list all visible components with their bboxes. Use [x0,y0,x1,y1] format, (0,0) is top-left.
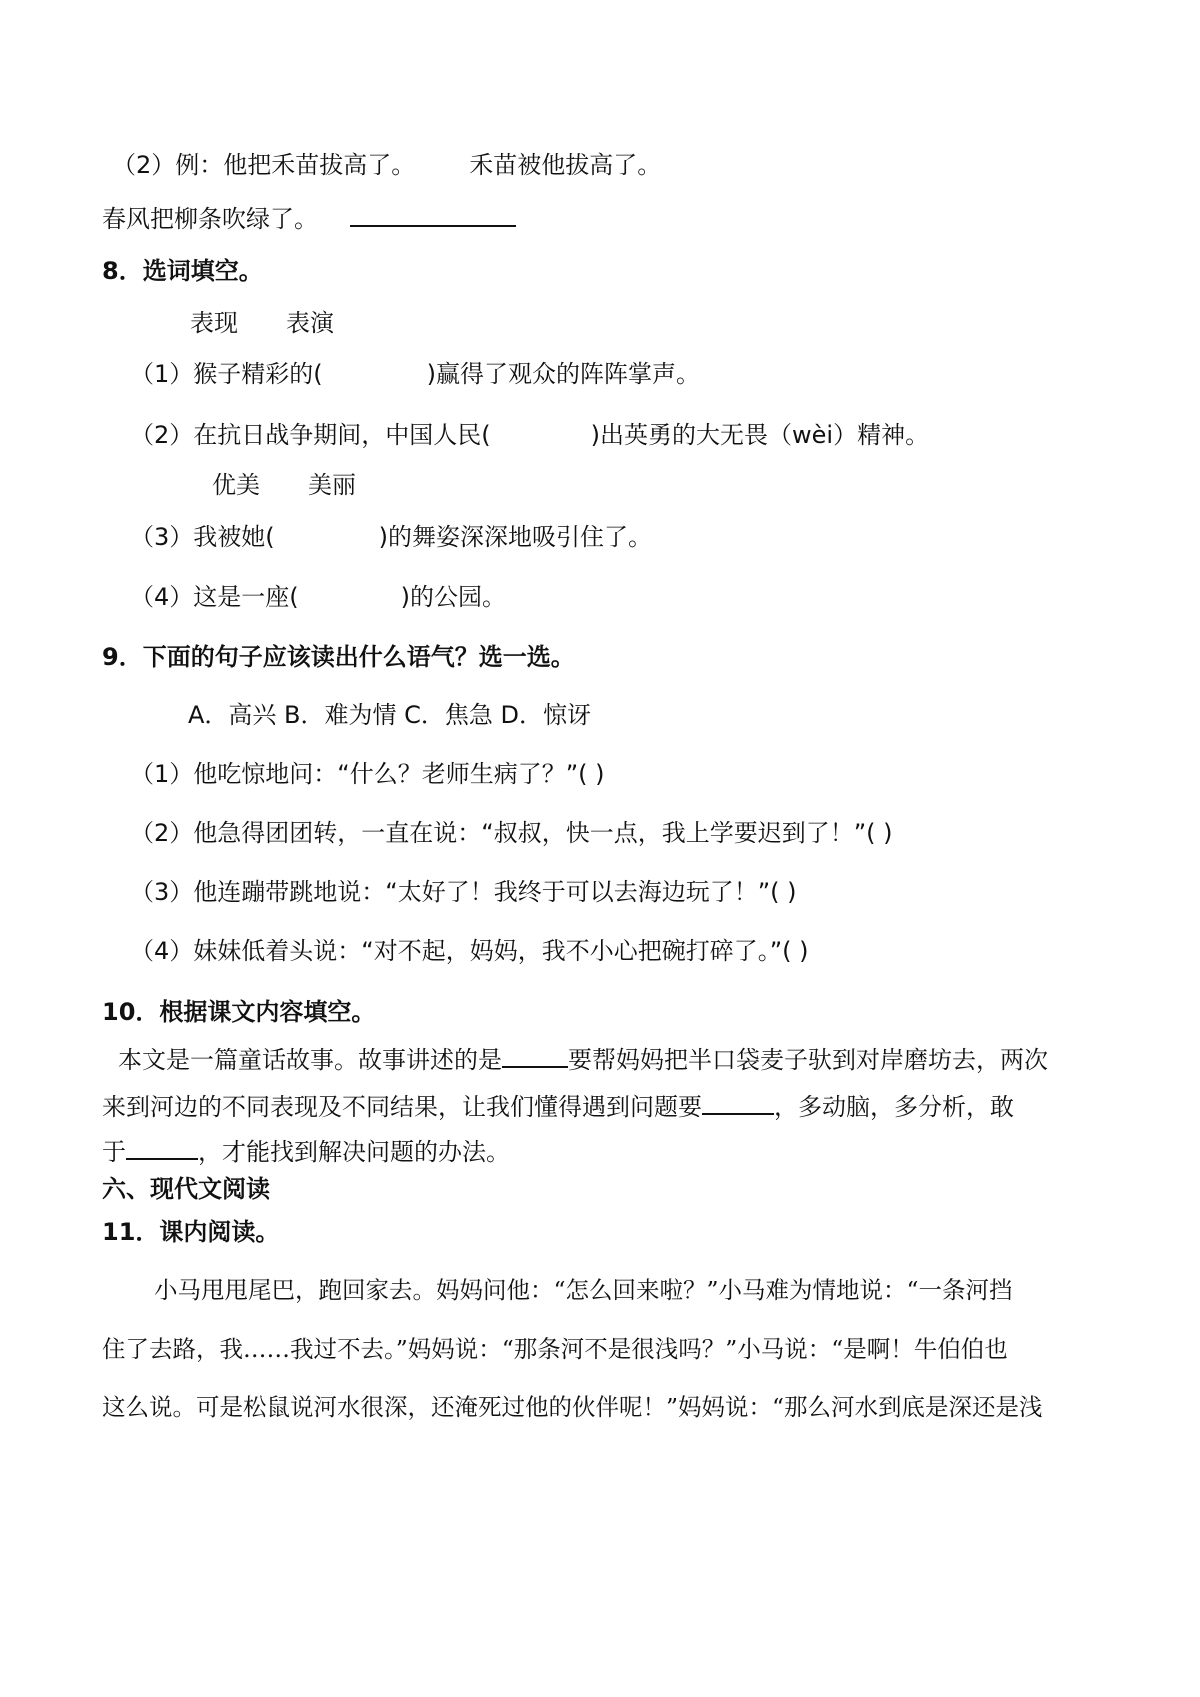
q8-item-4: （4）这是一座( )的公园。 [130,583,507,611]
q7-example-answer: 禾苗被他拔高了。 [469,151,662,179]
q11-title: 11．课内阅读。 [102,1218,280,1246]
word-option: 表现 [190,309,238,337]
section-6-title: 六、现代文阅读 [102,1175,270,1203]
q11-passage-line-3: 这么说。可是松鼠说河水很深，还淹死过他的伙伴呢！”妈妈说：“那么河水到底是深还是浅 [102,1393,1043,1421]
fill-blank[interactable] [502,1044,568,1068]
q9-item-4: （4）妹妹低着头说：“对不起，妈妈，我不小心把碗打碎了。”( ) [130,937,809,965]
q10-title: 10．根据课文内容填空。 [102,998,376,1026]
q7-example-prefix: （2）例：他把禾苗拔高了。 [112,151,416,179]
fill-blank[interactable] [126,1136,198,1160]
q8-word-group-2 [212,468,356,502]
q9-item-1: （1）他吃惊地问：“什么？老师生病了？”( ) [130,760,605,788]
q8-word-group-1 [190,306,334,340]
q7-answer-blank[interactable] [350,203,516,227]
q10-line-2: 来到河边的不同表现及不同结果，让我们懂得遇到问题要 ，多动脑，多分析，敢 [102,1093,1014,1121]
q8-item-1: （1）猴子精彩的( )赢得了观众的阵阵掌声。 [130,360,701,388]
q7-task-line [102,202,516,236]
q9-item-3: （3）他连蹦带跳地说：“太好了！我终于可以去海边玩了！”( ) [130,878,797,906]
q11-passage-line-2: 住了去路，我……我过不去。”妈妈说：“那条河不是很浅吗？”小马说：“是啊！牛伯伯也 [102,1335,1008,1363]
q10-line-1: 本文是一篇童话故事。故事讲述的是 要帮妈妈把半口袋麦子驮到对岸磨坊去，两次 [118,1046,1048,1074]
q8-item-3: （3）我被她( )的舞姿深深地吸引住了。 [130,523,653,551]
q8-title: 8．选词填空。 [102,257,263,285]
q10-line-3: 于 ，才能找到解决问题的办法。 [102,1138,510,1166]
q9-options: A．高兴 B．难为情 C．焦急 D．惊讶 [188,701,592,729]
q7-example-line [112,148,661,182]
q8-item-2: （2）在抗日战争期间，中国人民( )出英勇的大无畏（wèi）精神。 [130,421,930,449]
word-option: 美丽 [308,471,356,499]
word-option: 优美 [212,471,260,499]
q11-passage-line-1: 小马甩甩尾巴，跑回家去。妈妈问他：“怎么回来啦？”小马难为情地说：“一条河挡 [154,1276,1013,1304]
q9-title: 9．下面的句子应该读出什么语气？选一选。 [102,643,575,671]
q7-task-text: 春风把柳条吹绿了。 [102,205,318,233]
fill-blank[interactable] [702,1091,774,1115]
word-option: 表演 [286,309,334,337]
q9-item-2: （2）他急得团团转，一直在说：“叔叔，快一点，我上学要迟到了！”( ) [130,819,893,847]
